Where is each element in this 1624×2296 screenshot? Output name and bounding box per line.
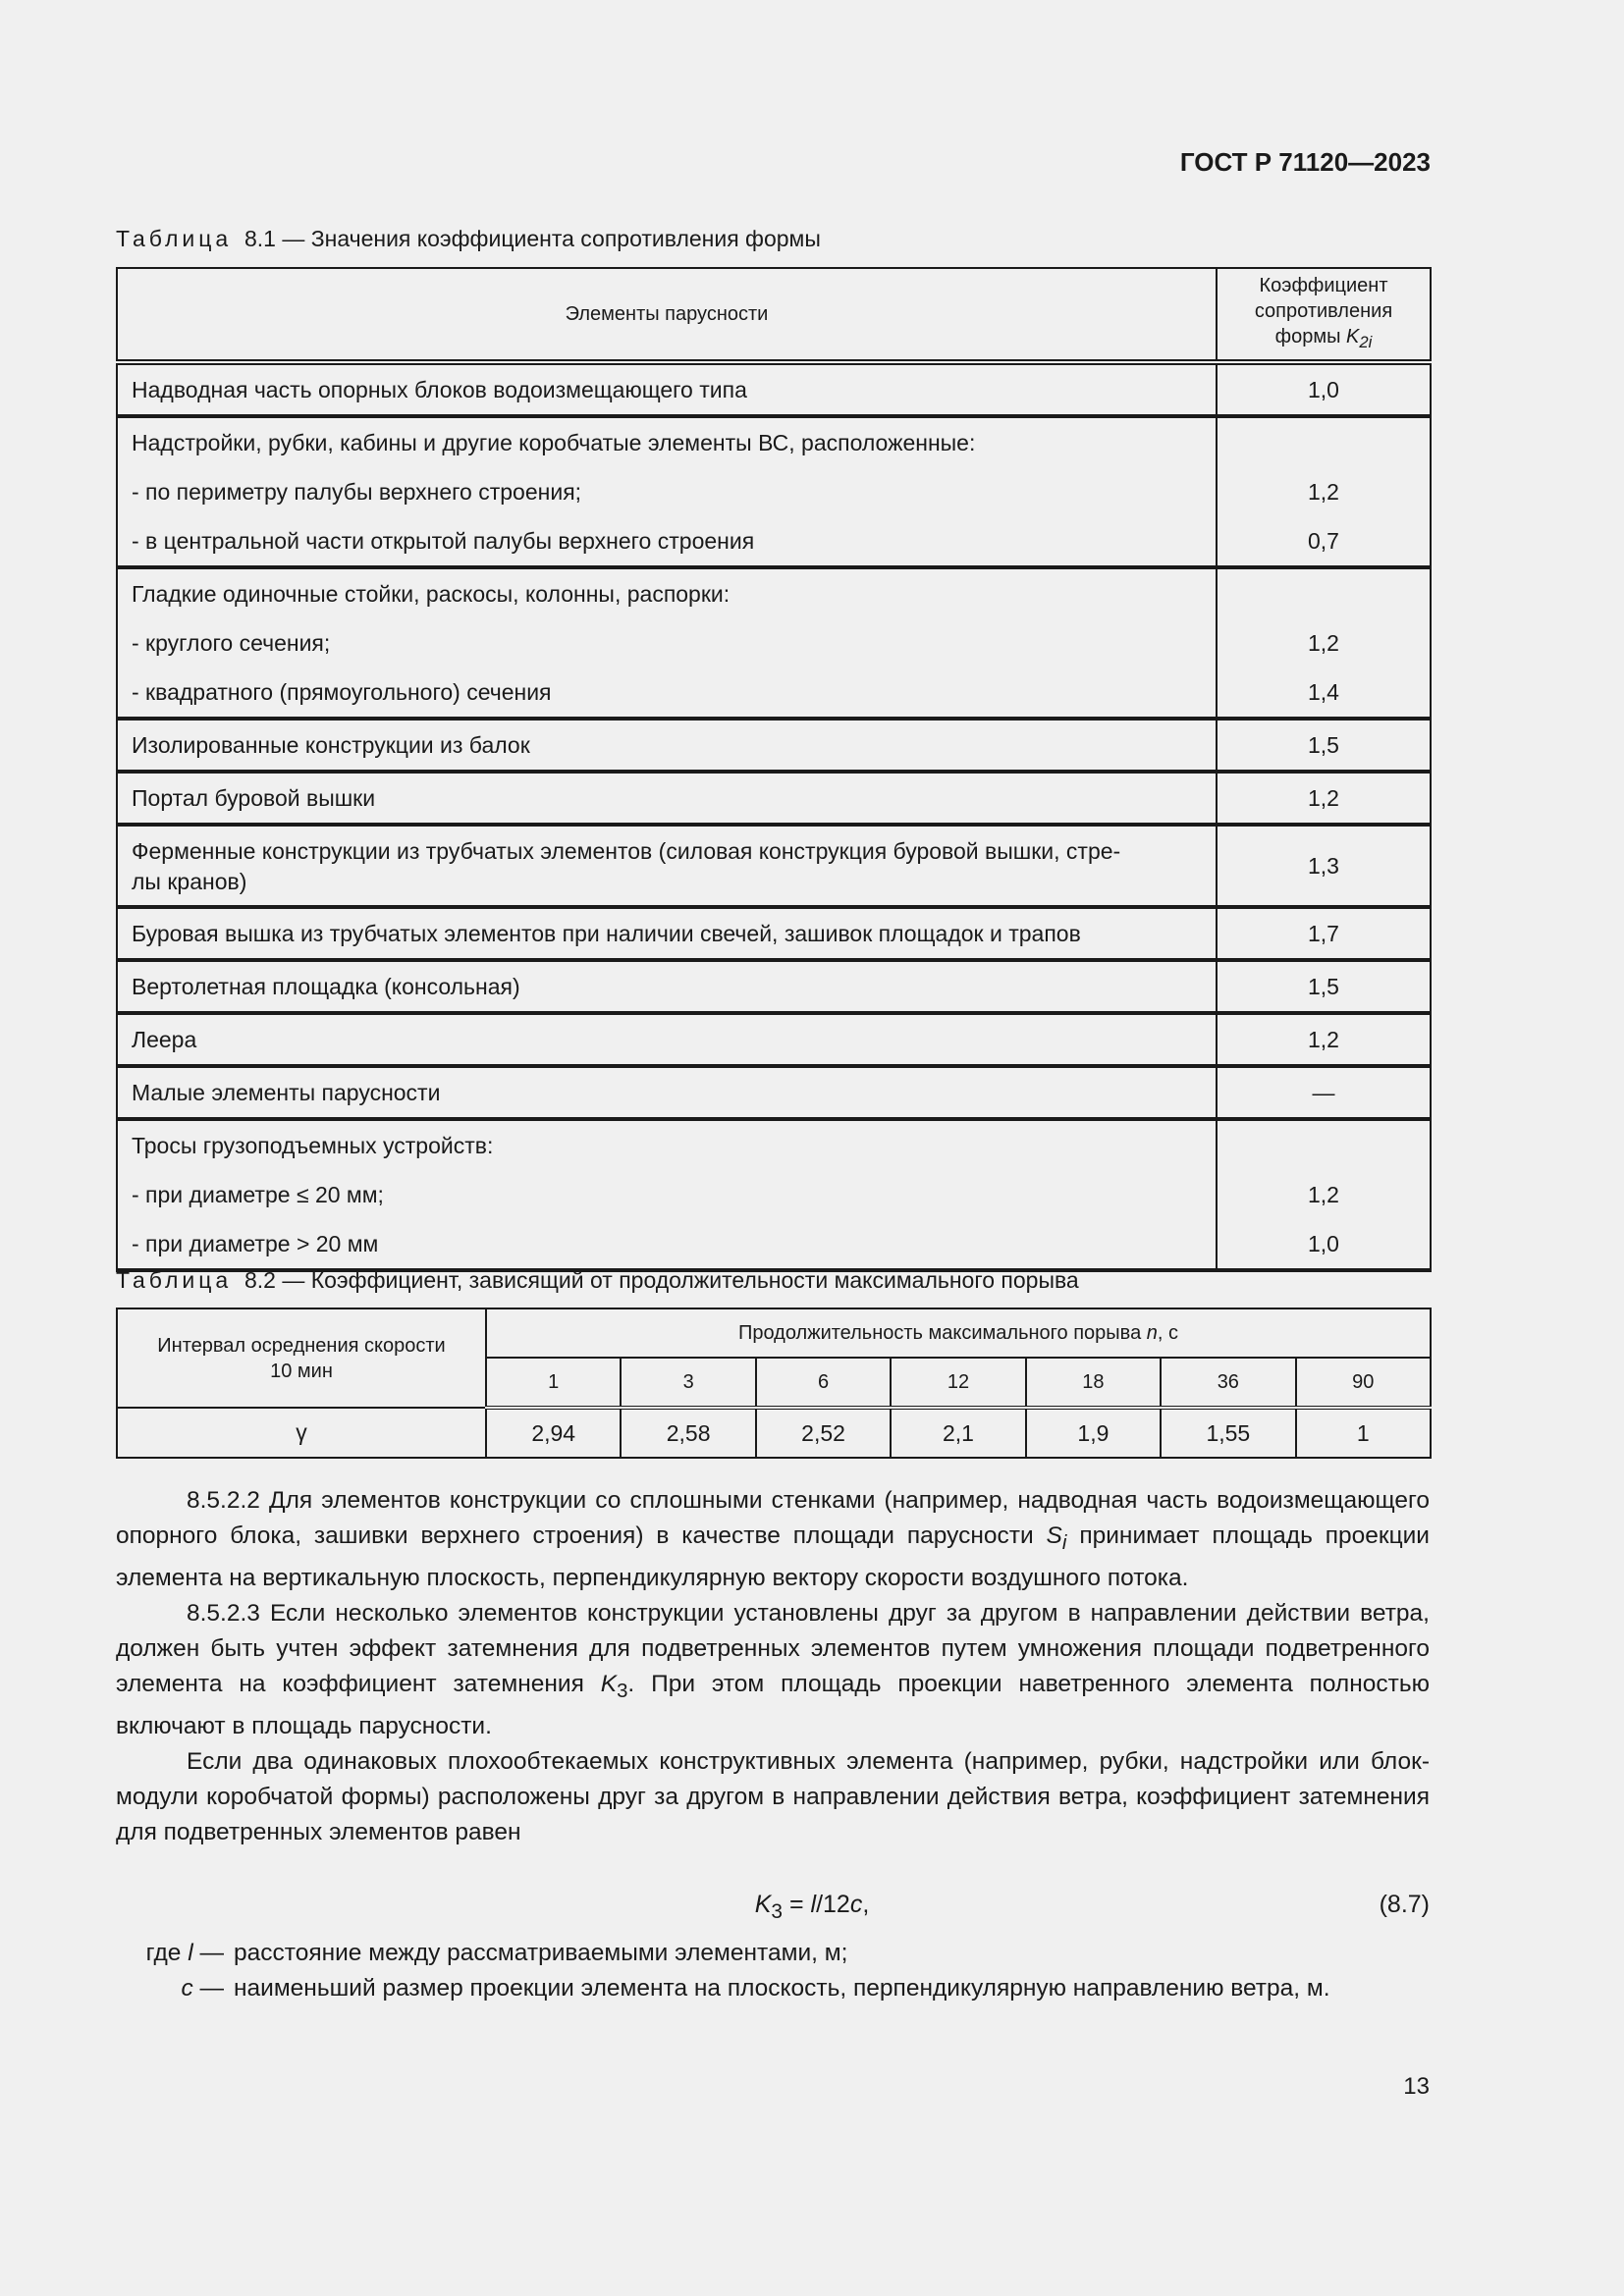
p1-subscript: i <box>1061 1531 1067 1554</box>
where-description: расстояние между рассматриваемыми элементами, м; <box>234 1940 848 1966</box>
table-row <box>117 907 1431 960</box>
table1-caption <box>116 226 821 252</box>
formula-equals: = <box>783 1891 811 1918</box>
row-text: Малые элементы парусности <box>132 1080 441 1105</box>
row-subitem: - при диаметре > 20 мм <box>132 1231 379 1256</box>
duration-cell: 90 <box>1296 1358 1431 1408</box>
row-value-text: 0,7 <box>1308 528 1339 554</box>
value-cell: 2,1 <box>891 1408 1025 1458</box>
page-number: 13 <box>1403 2073 1430 2100</box>
row-label-gamma: γ <box>117 1408 486 1458</box>
col2-header-line3 <box>1231 324 1416 355</box>
row-label <box>117 772 1217 825</box>
table-8-1 <box>116 267 1432 1272</box>
row-subitem: - в центральной части открытой палубы верхнего строения <box>132 528 755 554</box>
table1-caption-text: 8.1 — Значения коэффициента сопротивления формы <box>244 226 821 251</box>
row-value-text: 1,2 <box>1308 1027 1339 1052</box>
row-text: Тросы грузоподъемных устройств: <box>132 1133 494 1158</box>
table2-values-row <box>117 1408 1431 1458</box>
formula-rhs-mid: /12 <box>816 1891 850 1918</box>
where-key <box>116 1936 234 1971</box>
table-row <box>117 772 1431 825</box>
row-value-text: 1,7 <box>1308 921 1339 946</box>
row-label <box>117 719 1217 772</box>
row-value-text: 1,5 <box>1308 974 1339 999</box>
formula-rhs-c: c <box>849 1891 863 1918</box>
row-value <box>1217 719 1431 772</box>
row-text: Гладкие одиночные стойки, раскосы, колонны, распорки: <box>132 581 731 607</box>
duration-cell: 18 <box>1026 1358 1161 1408</box>
table1-header-row <box>117 268 1431 362</box>
row-value <box>1217 1066 1431 1119</box>
table1-caption-label: Таблица <box>116 226 233 251</box>
value-cell: 2,58 <box>621 1408 755 1458</box>
col2-header-line1: Коэффициент <box>1259 275 1388 296</box>
p2-text-b: . При этом площадь проекции наветренного элемента полностью включают в площадь парусности. <box>116 1670 1430 1739</box>
row-value <box>1217 772 1431 825</box>
paragraph-8-5-2-3 <box>116 1596 1430 1744</box>
table2-caption-text: 8.2 — Коэффициент, зависящий от продолжительности максимального порыва <box>244 1267 1079 1293</box>
row-text: Буровая вышка из трубчатых элементов при наличии свечей, зашивок площадок и трапов <box>132 921 1081 946</box>
where-item <box>116 1936 1430 1971</box>
where-symbol: c <box>181 1975 193 2002</box>
table-row <box>117 1119 1431 1270</box>
table1-col1-header: Элементы парусности <box>117 268 1217 362</box>
table-row <box>117 960 1431 1013</box>
row-value-text: 1,5 <box>1308 732 1339 758</box>
row-value <box>1217 825 1431 907</box>
where-dash: — <box>192 1940 224 1966</box>
table1-col2-header <box>1217 268 1431 362</box>
p2-symbol: K <box>600 1670 618 1697</box>
where-pre: где <box>145 1940 189 1966</box>
table2-caption-label: Таблица <box>116 1267 233 1293</box>
table-row <box>117 719 1431 772</box>
row-value-text: — <box>1312 1080 1335 1105</box>
table2-col1-header <box>117 1308 486 1408</box>
row-text-line1: Ферменные конструкции из трубчатых элементов (силовая конструкция буровой вышки, стре- <box>132 838 1121 864</box>
col1-header-line1: Интервал осреднения скорости <box>157 1334 446 1357</box>
formula-rhs-l: l <box>810 1891 817 1918</box>
row-value-text: 1,2 <box>1308 630 1339 656</box>
row-text: Надводная часть опорных блоков водоизмещающего типа <box>132 377 747 402</box>
row-label <box>117 960 1217 1013</box>
duration-cell: 3 <box>621 1358 755 1408</box>
value-cell: 1,9 <box>1026 1408 1161 1458</box>
value-cell: 2,94 <box>486 1408 621 1458</box>
duration-cell: 36 <box>1161 1358 1295 1408</box>
row-value <box>1217 416 1431 567</box>
equation-number: (8.7) <box>1379 1891 1430 1918</box>
where-symbol: l <box>188 1940 193 1966</box>
duration-cell: 6 <box>756 1358 891 1408</box>
where-list <box>116 1936 1430 2006</box>
row-text: Портал буровой вышки <box>132 785 376 811</box>
row-label <box>117 907 1217 960</box>
row-value-text: 1,4 <box>1308 679 1339 705</box>
row-value <box>1217 1013 1431 1066</box>
row-text <box>132 827 1202 905</box>
row-value-text: 1,2 <box>1308 479 1339 505</box>
paragraph-8-5-2-2 <box>116 1483 1430 1596</box>
duration-cell: 12 <box>891 1358 1025 1408</box>
row-label <box>117 1013 1217 1066</box>
group-header-unit: , с <box>1157 1321 1179 1344</box>
row-value-text: 1,0 <box>1308 1231 1339 1256</box>
row-value <box>1217 907 1431 960</box>
row-label <box>117 567 1217 719</box>
group-header-symbol: n <box>1146 1321 1158 1344</box>
table2-group-header <box>486 1308 1431 1358</box>
col2-header-symbol: K <box>1346 326 1360 347</box>
p1-symbol: S <box>1046 1522 1062 1549</box>
row-value-text: 1,2 <box>1308 785 1339 811</box>
table-8-2 <box>116 1308 1432 1459</box>
p1-text-b: принимает площадь проекции элемента на вертикальную плоскость, перпендикулярную вектору скорости воздушного потока. <box>116 1522 1430 1591</box>
row-text: Вертолетная площадка (консольная) <box>132 974 520 999</box>
col2-header-word: формы <box>1274 326 1341 347</box>
row-label <box>117 1066 1217 1119</box>
table-row <box>117 416 1431 567</box>
where-dash: — <box>192 1975 224 2002</box>
table-row <box>117 1013 1431 1066</box>
row-value-text: 1,3 <box>1308 853 1339 879</box>
formula-lhs-symbol: K <box>754 1891 772 1918</box>
formula-lhs-subscript: 3 <box>771 1900 783 1923</box>
row-text-line2: лы кранов) <box>132 869 247 894</box>
row-subitem: - квадратного (прямоугольного) сечения <box>132 679 552 705</box>
row-subitem: - по периметру палубы верхнего строения; <box>132 479 582 505</box>
col1-header-line2: 10 мин <box>270 1360 333 1382</box>
document-header: ГОСТ Р 71120—2023 <box>1179 147 1431 177</box>
row-label <box>117 825 1217 907</box>
paragraph-shading: Если два одинаковых плохообтекаемых конструктивных элемента (например, рубки, надстройки или блок-модули коробчатой формы) расположены друг за другом в направлении действия ветра, коэффициент затемнения для подветренных элементов равен <box>116 1747 1430 1845</box>
col2-header-subscript: 2i <box>1359 333 1373 351</box>
duration-cell: 1 <box>486 1358 621 1408</box>
row-value-text: 1,0 <box>1308 377 1339 402</box>
row-label <box>117 362 1217 416</box>
table2-caption <box>116 1267 1079 1294</box>
table-row <box>117 1066 1431 1119</box>
group-header-text: Продолжительность максимального порыва <box>737 1321 1142 1344</box>
p1-text-a: 8.5.2.2 Для элементов конструкции со сплошными стенками (например, надводная часть водоизмещающего опорного блока, зашивки верхнего строения) в качестве площади парусности <box>116 1487 1430 1549</box>
row-value <box>1217 1119 1431 1270</box>
where-description: наименьший размер проекции элемента на плоскость, перпендикулярную направлению ветра, м. <box>234 1975 1330 2002</box>
value-cell: 1,55 <box>1161 1408 1295 1458</box>
row-subitem: - при диаметре ≤ 20 мм; <box>132 1182 384 1207</box>
p2-text-a: 8.5.2.3 Если несколько элементов конструкции установлены друг за другом в направлении действии ветра, должен быть учтен эффект затемнения для подветренных элементов путем умножения площади подветренного элемента на коэффициент затемнения <box>116 1599 1430 1697</box>
formula-rhs-end: , <box>862 1891 870 1918</box>
table-row <box>117 567 1431 719</box>
table2-header-row <box>117 1308 1431 1358</box>
row-value <box>1217 960 1431 1013</box>
row-label <box>117 1119 1217 1270</box>
col2-header-line2: сопротивления <box>1254 300 1393 322</box>
row-value <box>1217 567 1431 719</box>
row-subitem: - круглого сечения; <box>132 630 331 656</box>
table-row <box>117 362 1431 416</box>
table-row <box>117 825 1431 907</box>
value-cell: 2,52 <box>756 1408 891 1458</box>
body-text <box>116 1483 1430 1850</box>
row-label <box>117 416 1217 567</box>
row-value-text: 1,2 <box>1308 1182 1339 1207</box>
p2-subscript: 3 <box>617 1680 628 1702</box>
where-key <box>116 1971 234 2006</box>
row-value <box>1217 362 1431 416</box>
where-item <box>116 1971 1430 2006</box>
row-text: Надстройки, рубки, кабины и другие коробчатые элементы ВС, расположенные: <box>132 430 976 455</box>
value-cell: 1 <box>1296 1408 1431 1458</box>
row-text: Леера <box>132 1027 197 1052</box>
row-text: Изолированные конструкции из балок <box>132 732 530 758</box>
